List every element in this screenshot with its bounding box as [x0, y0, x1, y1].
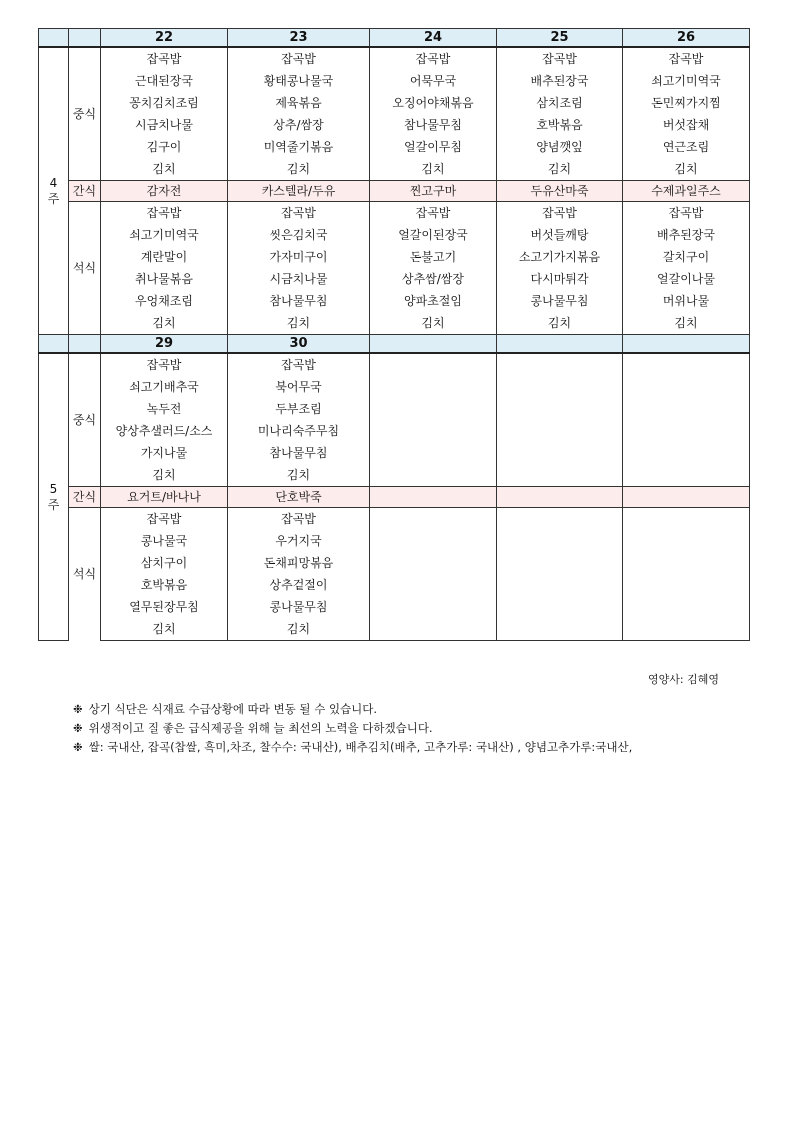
note-line: [73, 738, 632, 757]
menu-item: 머위나물: [623, 290, 750, 312]
menu-item: 잡곡밥: [101, 353, 228, 376]
menu-item: 쇠고기미역국: [623, 70, 750, 92]
note-text: 상기 식단은 식재료 수급상황에 따라 변동 될 수 있습니다.: [88, 702, 378, 716]
dinner-row: [39, 290, 750, 312]
meal-menu-table: [38, 28, 750, 641]
note-bullet-icon: ❉: [73, 740, 83, 754]
snack-item: 감자전: [101, 181, 228, 202]
lunch-row: [39, 442, 750, 464]
menu-item: 콩나물국: [101, 530, 228, 552]
snack-item: [623, 487, 750, 508]
menu-item: [623, 353, 750, 376]
menu-item: 얼갈이나물: [623, 268, 750, 290]
menu-item: 제육볶음: [228, 92, 370, 114]
snack-item: 카스텔라/두유: [228, 181, 370, 202]
menu-item: 참나물무침: [370, 114, 497, 136]
menu-item: [623, 398, 750, 420]
menu-item: 돈채피망볶음: [228, 552, 370, 574]
menu-item: 잡곡밥: [497, 202, 623, 225]
menu-item: 얼갈이된장국: [370, 224, 497, 246]
snack-row: [39, 487, 750, 508]
menu-item: [370, 618, 497, 641]
menu-item: 삼치구이: [101, 552, 228, 574]
menu-item: 취나물볶음: [101, 268, 228, 290]
menu-item: 가지나물: [101, 442, 228, 464]
snack-item: 찐고구마: [370, 181, 497, 202]
menu-item: [497, 596, 623, 618]
menu-item: [623, 552, 750, 574]
lunch-label: 중식: [69, 353, 101, 487]
week-label: [39, 47, 69, 335]
menu-item: [623, 618, 750, 641]
menu-item: 녹두전: [101, 398, 228, 420]
header-blank: [69, 29, 101, 48]
menu-item: 양념깻잎: [497, 136, 623, 158]
menu-item: 김치: [101, 618, 228, 641]
menu-item: 김치: [497, 312, 623, 335]
menu-item: 김구이: [101, 136, 228, 158]
dinner-row: [39, 618, 750, 641]
menu-item: [497, 464, 623, 487]
date-header: [623, 335, 750, 354]
snack-item: 수제과일주스: [623, 181, 750, 202]
menu-item: [623, 530, 750, 552]
menu-item: 김치: [228, 464, 370, 487]
note-text: 쌀: 국내산, 잡곡(찹쌀, 흑미,차조, 찰수수: 국내산), 배추김치(배추, 고추가루: 국내산) , 양념고추가루:국내산,: [88, 740, 633, 754]
menu-item: 호박볶음: [497, 114, 623, 136]
header-blank: [69, 335, 101, 354]
lunch-row: [39, 70, 750, 92]
menu-item: 꽁치김치조림: [101, 92, 228, 114]
menu-item: 콩나물무침: [228, 596, 370, 618]
dinner-row: [39, 596, 750, 618]
notes-section: [73, 700, 632, 757]
lunch-row: [39, 353, 750, 376]
menu-item: [370, 508, 497, 531]
snack-label: 간식: [69, 181, 101, 202]
menu-item: 상추겉절이: [228, 574, 370, 596]
menu-item: 잡곡밥: [228, 508, 370, 531]
menu-item: 미역줄기볶음: [228, 136, 370, 158]
menu-item: 김치: [370, 158, 497, 181]
menu-item: 미나리숙주무침: [228, 420, 370, 442]
menu-item: 쇠고기미역국: [101, 224, 228, 246]
menu-item: [623, 574, 750, 596]
date-header: [370, 335, 497, 354]
date-header: 22: [101, 29, 228, 48]
menu-item: 잡곡밥: [228, 47, 370, 70]
menu-item: [370, 464, 497, 487]
menu-item: [497, 552, 623, 574]
menu-item: 참나물무침: [228, 290, 370, 312]
menu-item: 시금치나물: [101, 114, 228, 136]
header-blank: [39, 335, 69, 354]
note-bullet-icon: ❉: [73, 702, 83, 716]
lunch-row: [39, 420, 750, 442]
menu-item: [370, 376, 497, 398]
menu-item: 호박볶음: [101, 574, 228, 596]
menu-item: 잡곡밥: [101, 508, 228, 531]
week-label: [39, 353, 69, 641]
menu-item: 양상추샐러드/소스: [101, 420, 228, 442]
menu-item: 잡곡밥: [370, 47, 497, 70]
menu-item: [623, 420, 750, 442]
note-line: [73, 719, 632, 738]
week-header-row: [39, 29, 750, 48]
menu-item: [623, 376, 750, 398]
menu-item: [497, 442, 623, 464]
week-label-char: 주: [47, 498, 60, 512]
menu-item: [623, 464, 750, 487]
menu-item: 잡곡밥: [101, 202, 228, 225]
week-label-char: 4: [49, 176, 58, 190]
menu-item: [370, 530, 497, 552]
menu-item: 김치: [101, 464, 228, 487]
menu-item: 얼갈이무침: [370, 136, 497, 158]
date-header: 25: [497, 29, 623, 48]
menu-item: 참나물무침: [228, 442, 370, 464]
dinner-row: [39, 202, 750, 225]
date-header: 26: [623, 29, 750, 48]
menu-item: [370, 398, 497, 420]
note-text: 위생적이고 질 좋은 급식제공을 위해 늘 최선의 노력을 다하겠습니다.: [88, 721, 433, 735]
menu-item: [497, 508, 623, 531]
week-label-char: 주: [47, 192, 60, 206]
menu-item: 돈불고기: [370, 246, 497, 268]
menu-item: 버섯잡채: [623, 114, 750, 136]
menu-item: [497, 398, 623, 420]
lunch-row: [39, 398, 750, 420]
date-header: 30: [228, 335, 370, 354]
menu-item: 상추/쌈장: [228, 114, 370, 136]
menu-item: 연근조림: [623, 136, 750, 158]
menu-item: 잡곡밥: [101, 47, 228, 70]
dinner-row: [39, 552, 750, 574]
menu-item: 쇠고기배추국: [101, 376, 228, 398]
header-blank: [39, 29, 69, 48]
menu-item: 김치: [101, 312, 228, 335]
menu-item: [623, 442, 750, 464]
date-header: [497, 335, 623, 354]
week-label-char: 5: [49, 482, 58, 496]
dinner-row: [39, 508, 750, 531]
note-bullet-icon: ❉: [73, 721, 83, 735]
menu-item: 열무된장무침: [101, 596, 228, 618]
menu-item: 황태콩나물국: [228, 70, 370, 92]
menu-item: 김치: [623, 312, 750, 335]
menu-item: [497, 376, 623, 398]
snack-item: 단호박죽: [228, 487, 370, 508]
menu-item: 갈치구이: [623, 246, 750, 268]
dinner-label: 석식: [69, 508, 101, 641]
snack-item: [497, 487, 623, 508]
snack-label: 간식: [69, 487, 101, 508]
lunch-row: [39, 92, 750, 114]
menu-item: 김치: [370, 312, 497, 335]
lunch-row: [39, 47, 750, 70]
menu-item: 두부조림: [228, 398, 370, 420]
dinner-row: [39, 312, 750, 335]
menu-item: [497, 618, 623, 641]
menu-item: 계란말이: [101, 246, 228, 268]
menu-item: 삼치조림: [497, 92, 623, 114]
menu-item: [370, 442, 497, 464]
menu-item: 다시마튀각: [497, 268, 623, 290]
menu-item: 어묵무국: [370, 70, 497, 92]
dinner-row: [39, 574, 750, 596]
menu-item: 근대된장국: [101, 70, 228, 92]
menu-item: 김치: [228, 312, 370, 335]
menu-item: [370, 420, 497, 442]
menu-item: 잡곡밥: [497, 47, 623, 70]
menu-item: [497, 574, 623, 596]
date-header: 29: [101, 335, 228, 354]
date-header: 24: [370, 29, 497, 48]
menu-item: 북어무국: [228, 376, 370, 398]
menu-item: 잡곡밥: [623, 47, 750, 70]
menu-item: 잡곡밥: [623, 202, 750, 225]
menu-item: 잡곡밥: [228, 353, 370, 376]
snack-item: 요거트/바나나: [101, 487, 228, 508]
menu-item: [370, 596, 497, 618]
week-header-row: [39, 335, 750, 354]
menu-item: [623, 596, 750, 618]
snack-item: 두유산마죽: [497, 181, 623, 202]
menu-item: 콩나물무침: [497, 290, 623, 312]
menu-item: 시금치나물: [228, 268, 370, 290]
lunch-row: [39, 114, 750, 136]
menu-item: 잡곡밥: [370, 202, 497, 225]
menu-item: 양파초절임: [370, 290, 497, 312]
menu-item: 배추된장국: [497, 70, 623, 92]
date-header: 23: [228, 29, 370, 48]
menu-item: [623, 508, 750, 531]
menu-item: [497, 530, 623, 552]
menu-item: 배추된장국: [623, 224, 750, 246]
snack-row: [39, 181, 750, 202]
menu-item: 버섯들깨탕: [497, 224, 623, 246]
lunch-row: [39, 136, 750, 158]
menu-item: [370, 353, 497, 376]
note-line: [73, 700, 632, 719]
lunch-label: 중식: [69, 47, 101, 181]
lunch-row: [39, 376, 750, 398]
menu-item: 오징어야채볶음: [370, 92, 497, 114]
menu-item: [497, 353, 623, 376]
dinner-label: 석식: [69, 202, 101, 335]
menu-item: 씻은김치국: [228, 224, 370, 246]
menu-item: [497, 420, 623, 442]
menu-item: [370, 574, 497, 596]
menu-item: 우엉채조림: [101, 290, 228, 312]
menu-item: [370, 552, 497, 574]
menu-item: 김치: [497, 158, 623, 181]
dinner-row: [39, 268, 750, 290]
snack-item: [370, 487, 497, 508]
dinner-row: [39, 246, 750, 268]
menu-item: 돈민찌가지찜: [623, 92, 750, 114]
dietitian-name: 영양사: 김혜영: [648, 673, 719, 686]
menu-item: 우거지국: [228, 530, 370, 552]
menu-item: 김치: [623, 158, 750, 181]
dinner-row: [39, 224, 750, 246]
menu-item: 상추쌈/쌈장: [370, 268, 497, 290]
menu-item: 가자미구이: [228, 246, 370, 268]
menu-item: 김치: [101, 158, 228, 181]
lunch-row: [39, 158, 750, 181]
dinner-row: [39, 530, 750, 552]
lunch-row: [39, 464, 750, 487]
menu-item: 잡곡밥: [228, 202, 370, 225]
menu-item: 소고기가지볶음: [497, 246, 623, 268]
menu-item: 김치: [228, 618, 370, 641]
menu-item: 김치: [228, 158, 370, 181]
